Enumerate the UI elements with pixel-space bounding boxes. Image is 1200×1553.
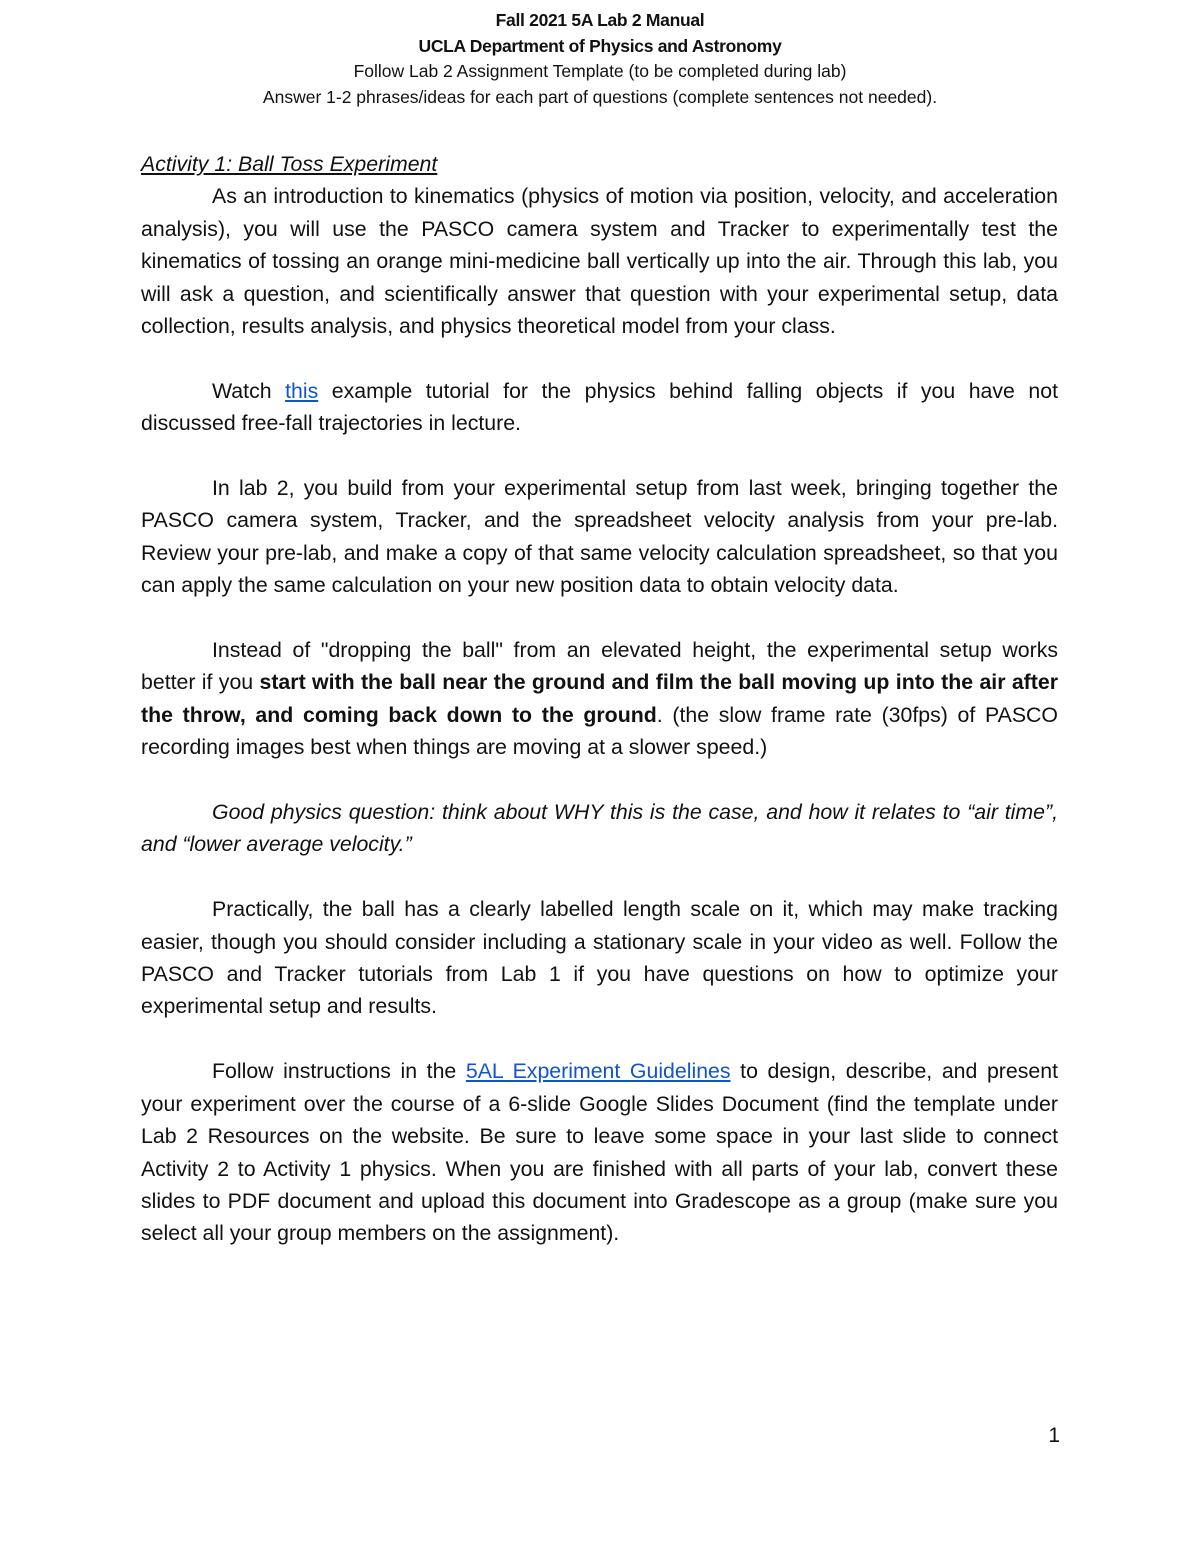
watch-text-after: example tutorial for the physics behind falling objects if you have not discussed free-fall trajectories in lecture.	[141, 378, 1059, 436]
lab2-paragraph: In lab 2, you build from your experimental setup from last week, bringing together the PASCO camera system, Tracker, and the spreadsheet velocity analysis from your pre-lab. Review your pre-lab, and make a copy of that same velocity calculation spreadsheet, so that you can apply the same calculation on your new position data to obtain velocity data.	[141, 476, 1058, 598]
practically-paragraph: Practically, the ball has a clearly labelled length scale on it, which may make tracking easier, though you should consider including a stationary scale in your video as well. Follow the PASCO and Tracker tutorials from Lab 1 if you have questions on how to optimize your experimental setup and results.	[141, 897, 1058, 1019]
answer-instruction: Answer 1-2 phrases/ideas for each part of questions (complete sentences not needed).	[262, 86, 938, 107]
template-instruction: Follow Lab 2 Assignment Template (to be completed during lab)	[353, 61, 847, 81]
instead-text-before: Instead of "dropping the ball" from an elevated height, the experimental setup works better if you	[141, 638, 1058, 695]
follow-text-after: to design, describe, and present your experiment over the course of a 6-slide Google Slides Document (find the template under Lab 2 Resources on the website. Be sure to leave some space in your last slide to connect Activity 2 to Activity 1 physics. When you are finished with all parts of your lab, convert these slides to PDF document and upload this document into Gradescope as a group (make sure you select all your group members on the assignment).	[141, 1059, 1059, 1246]
follow-paragraph	[141, 1055, 1058, 1249]
watch-text-before: Watch	[212, 378, 286, 403]
instead-paragraph	[141, 634, 1058, 764]
document-body	[141, 148, 1058, 1250]
guidelines-link[interactable]: 5AL Experiment Guidelines	[465, 1059, 731, 1084]
manual-title: Fall 2021 5A Lab 2 Manual	[495, 10, 705, 30]
activity-title: Activity 1: Ball Toss Experiment	[141, 152, 438, 176]
department-name: UCLA Department of Physics and Astronomy	[418, 35, 782, 56]
intro-paragraph: As an introduction to kinematics (physics of motion via position, velocity, and acceleration analysis), you will use the PASCO camera system and Tracker to experimentally test the kinematics of tossing an orange mini-medicine ball vertically up into the air. Through this lab, you will ask a question, and scientifically answer that question with your experimental setup, data collection, results analysis, and physics theoretical model from your class.	[141, 184, 1058, 339]
instead-bold-text: start with the ball near the ground and film the ball moving up into the air after the throw, and coming back down to the ground	[141, 670, 1059, 727]
document-header	[0, 8, 1200, 110]
follow-text-before: Follow instructions in the	[212, 1059, 466, 1084]
instead-text-after: . (the slow frame rate (30fps) of PASCO recording images best when things are moving at a slower speed.)	[141, 702, 1058, 760]
page-number: 1	[1048, 1424, 1060, 1447]
watch-paragraph	[141, 375, 1058, 440]
tutorial-link[interactable]: this	[285, 378, 319, 403]
physics-question-paragraph: Good physics question: think about WHY this is the case, and how it relates to “air time”, and “lower average velocity.”	[141, 800, 1058, 857]
